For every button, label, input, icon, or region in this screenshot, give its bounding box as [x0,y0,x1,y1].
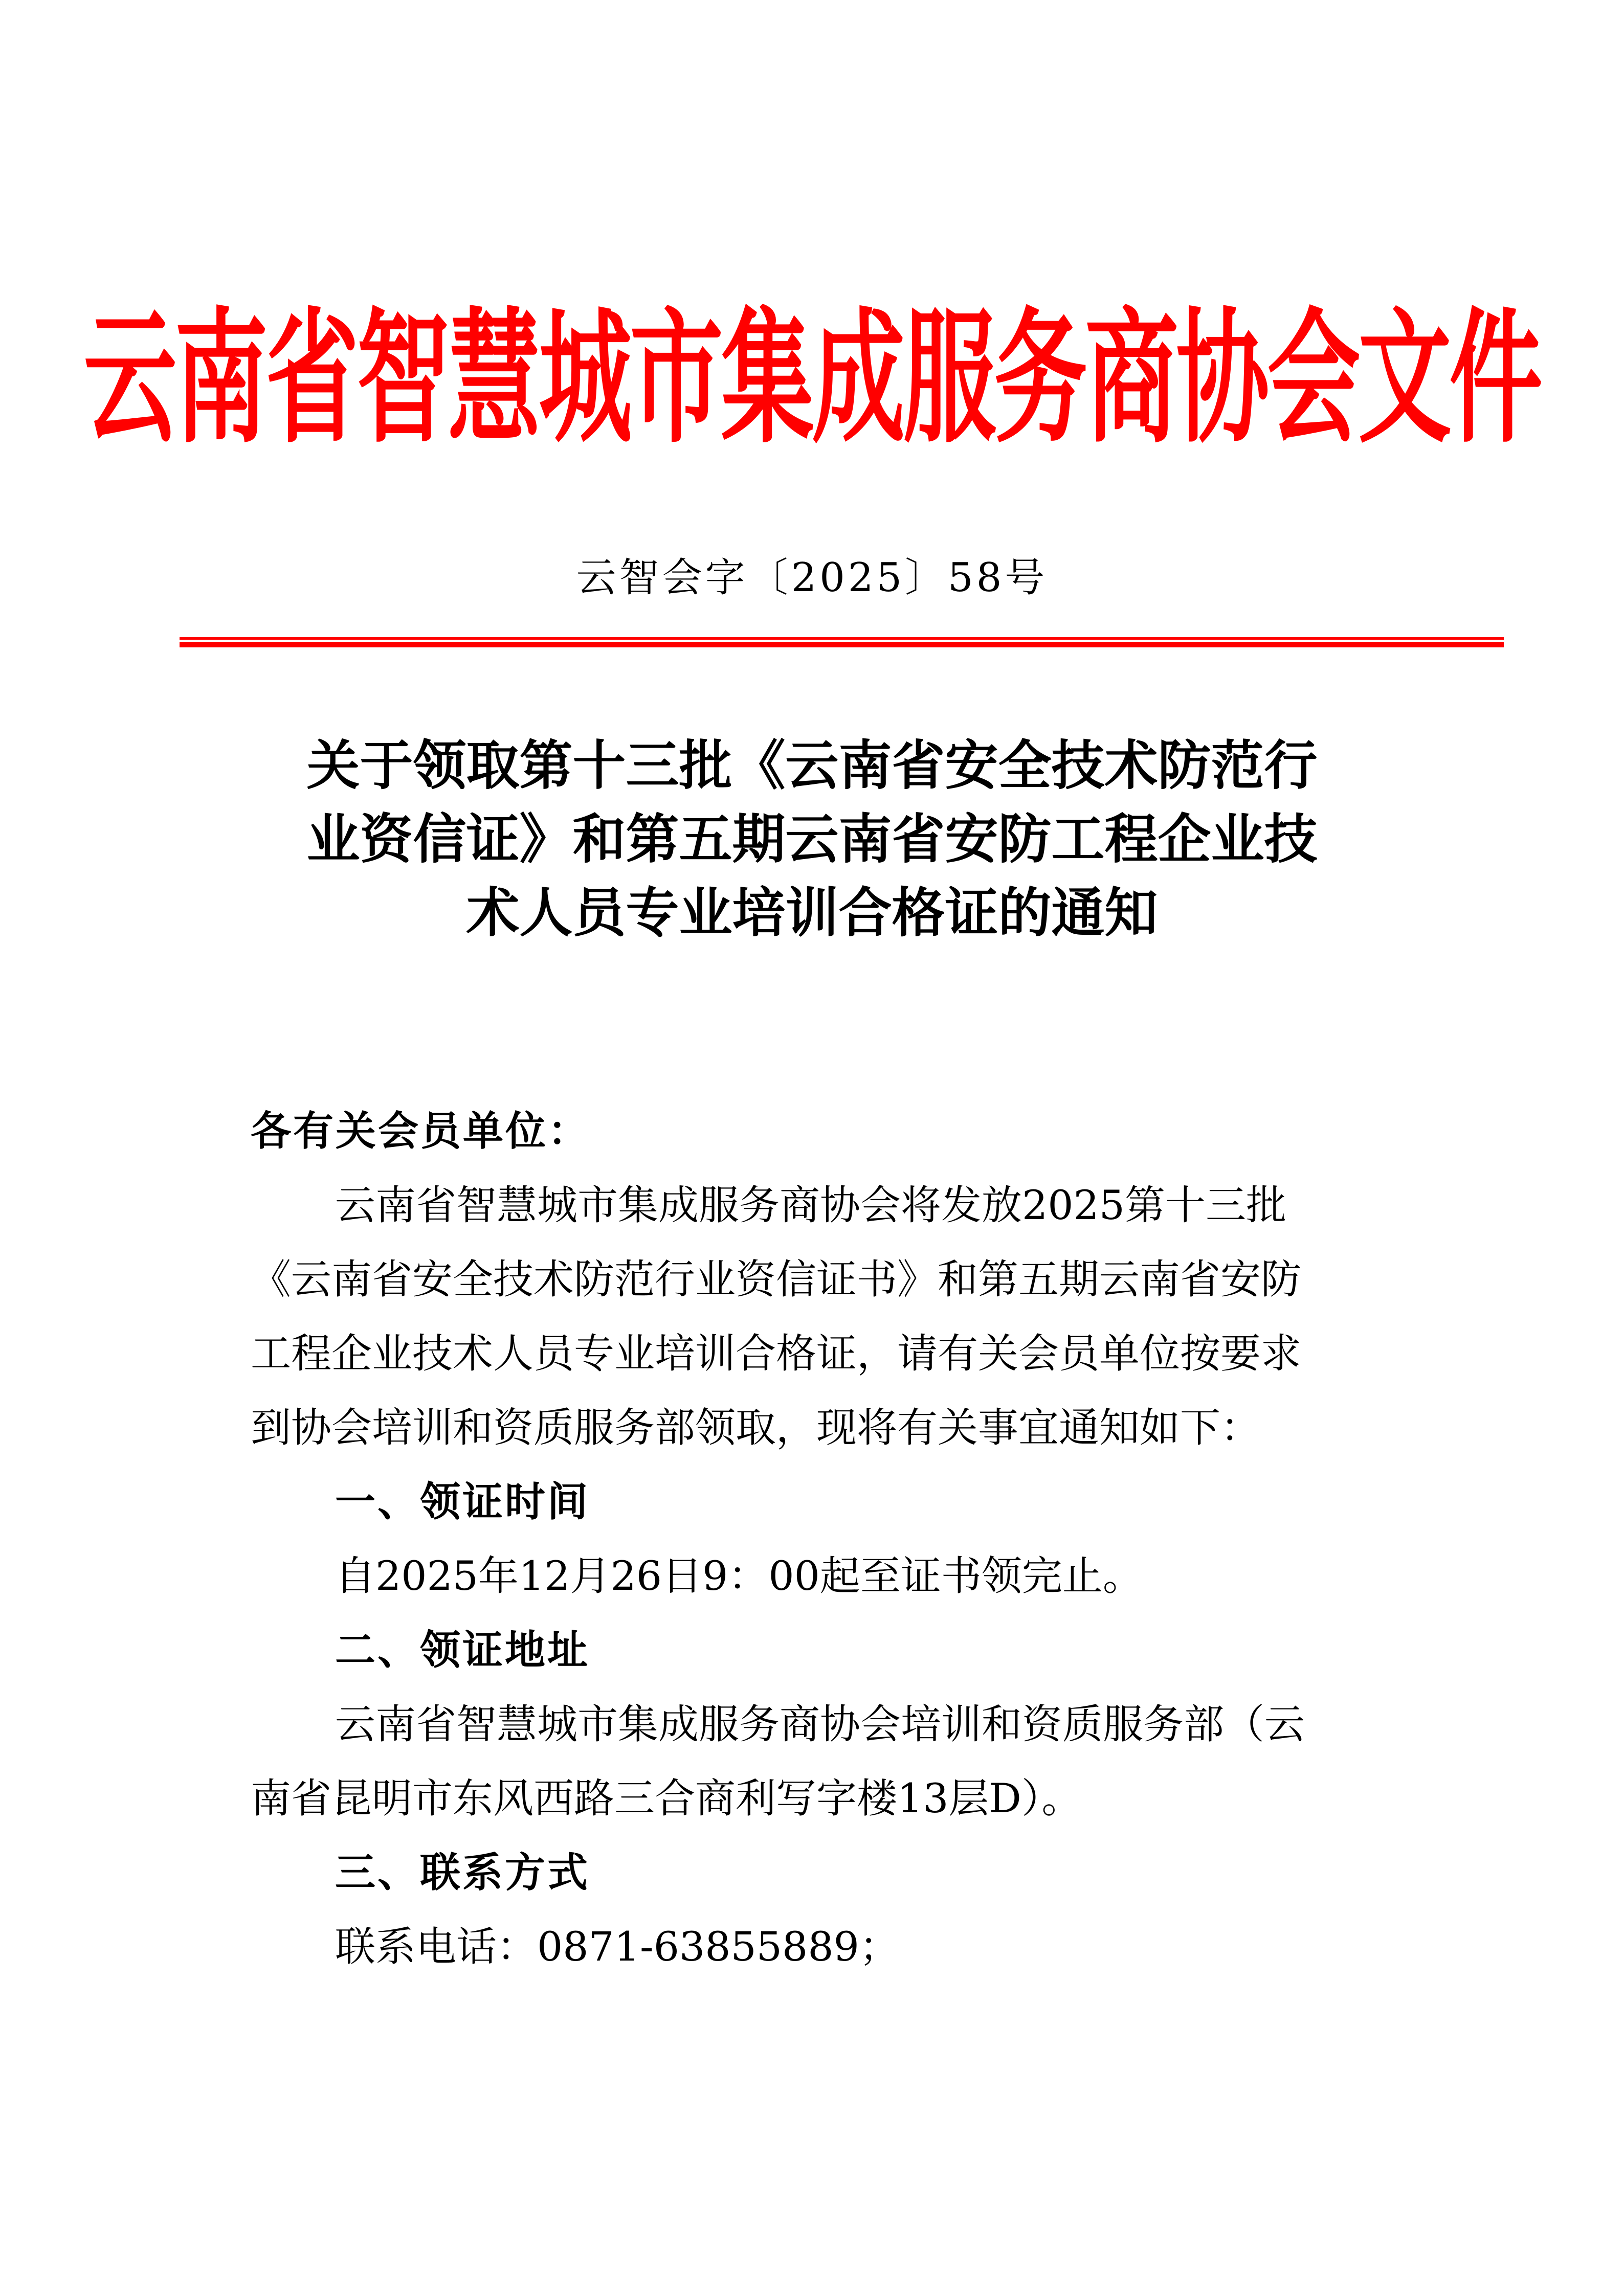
section-text-time: 自2025年12月26日9：00起至证书领完止。 [335,1552,1143,1600]
intro-paragraph [251,1168,1386,1465]
paragraph-line: 《云南省安全技术防范行业资信证书》和第五期云南省安防 [251,1256,1301,1303]
section-heading-time: 一、领证时间 [335,1478,590,1525]
paragraph-line: 到协会培训和资质服务部领取，现将有关事宜通知如下： [251,1404,1261,1451]
title-line: 业资信证》和第五期云南省安防工程企业技 [306,808,1318,870]
section-heading-address: 二、领证地址 [335,1627,590,1674]
section-text-contact: 联系电话：0871-63855889； [335,1923,900,1970]
header-divider-thick [180,642,1504,647]
title-line: 关于领取第十三批《云南省安全技术防范行 [306,734,1318,797]
document-number: 云智会字〔2025〕58号 [576,555,1048,601]
section-heading-contact: 三、联系方式 [335,1849,590,1896]
paragraph-line: 云南省智慧城市集成服务商协会将发放2025第十三批 [335,1182,1287,1229]
document-body [251,1094,1386,1984]
salutation: 各有关会员单位： [251,1108,590,1155]
title-line: 术人员专业培训合格证的通知 [466,882,1158,944]
org-heading: 云南省智慧城市集成服务商协会文件 [83,294,1541,463]
section-text-address: 云南省智慧城市集成服务商协会培训和资质服务部（云 [335,1701,1305,1748]
section-text-address: 南省昆明市东风西路三合商利写字楼13层D）。 [251,1775,1082,1822]
paragraph-line: 工程企业技术人员专业培训合格证，请有关会员单位按要求 [251,1330,1301,1377]
document-title [240,729,1384,950]
header-divider-thin [180,637,1504,640]
